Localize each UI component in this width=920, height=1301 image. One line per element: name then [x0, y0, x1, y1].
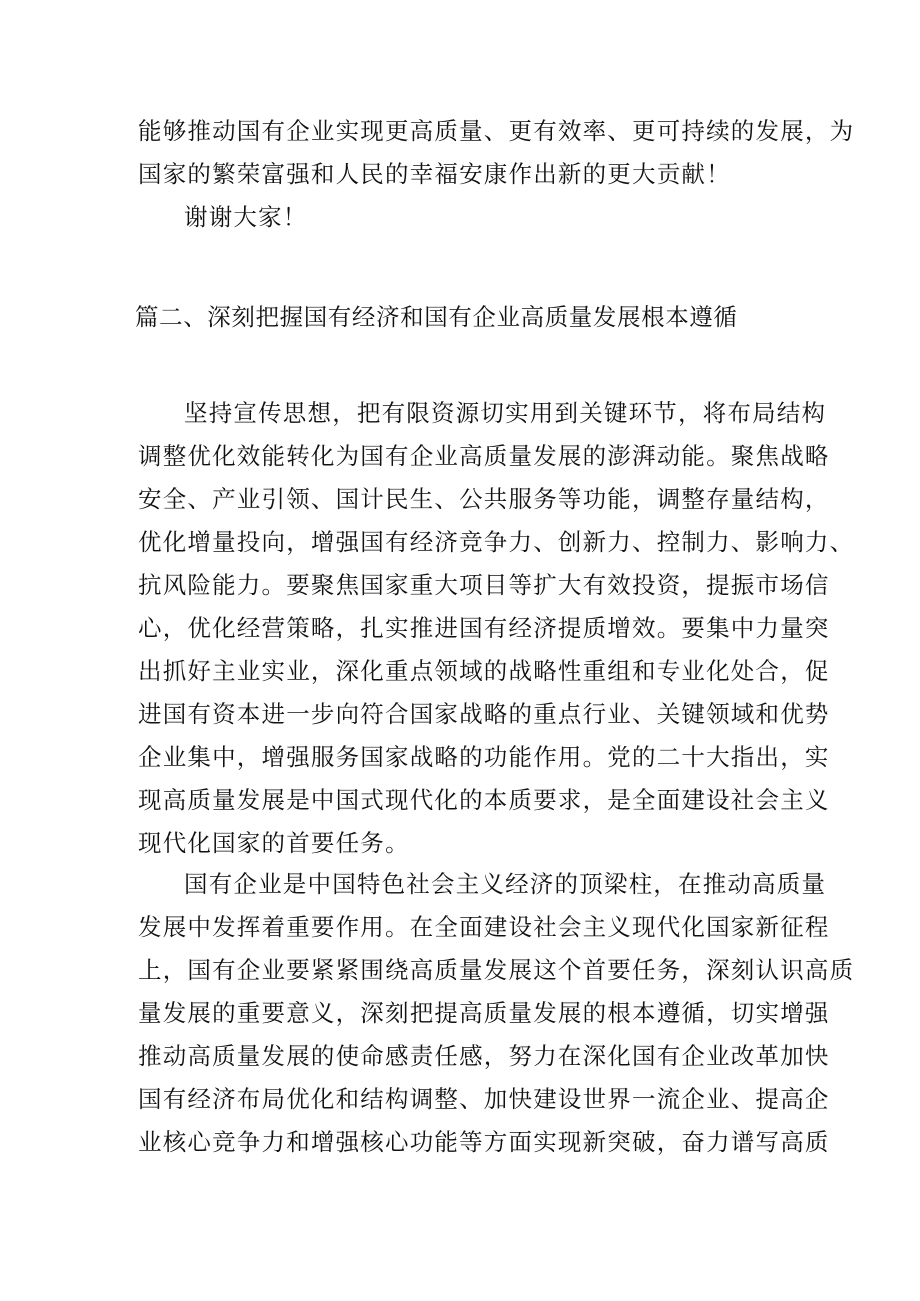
text-line: 进国有资本进一步向符合国家战略的重点行业、关键领域和优势 — [138, 700, 830, 728]
thanks-text: 谢谢大家！ — [184, 203, 308, 231]
text-line: 上，国有企业要紧紧围绕高质量发展这个首要任务，深刻认识高质 — [138, 956, 855, 984]
text-line: 国家的繁荣富强和人民的幸福安康作出新的更大贡献！ — [138, 160, 731, 188]
text-line: 企业集中，增强服务国家战略的功能作用。党的二十大指出，实 — [138, 743, 830, 771]
text-line: 优化增量投向，增强国有经济竞争力、创新力、控制力、影响力、 — [138, 528, 855, 556]
text-line: 出抓好主业实业，深化重点领域的战略性重组和专业化处合，促 — [138, 657, 830, 685]
text-line: 安全、产业引领、国计民生、公共服务等功能，调整存量结构， — [138, 485, 830, 513]
body-paragraph-2 — [138, 863, 855, 1164]
text-line: 抗风险能力。要聚焦国家重大项目等扩大有效投资，提振市场信 — [138, 571, 830, 599]
text-line: 坚持宣传思想，把有限资源切实用到关键环节，将布局结构 — [184, 399, 827, 427]
intro-paragraph — [138, 110, 855, 196]
text-line: 量发展的重要意义，深刻把提高质量发展的根本遵循，切实增强 — [138, 999, 830, 1027]
body-paragraph-1 — [138, 392, 855, 865]
section-heading: 篇二、深刻把握国有经济和国有企业高质量发展根本遵循 — [135, 303, 738, 331]
text-line: 能够推动国有企业实现更高质量、更有效率、更可持续的发展，为 — [138, 117, 855, 145]
text-line: 调整优化效能转化为国有企业高质量发展的澎湃动能。聚焦战略 — [138, 442, 830, 470]
text-line: 推动高质量发展的使命感责任感，努力在深化国有企业改革加快 — [138, 1042, 830, 1070]
text-line: 现高质量发展是中国式现代化的本质要求，是全面建设社会主义 — [138, 786, 830, 814]
text-line: 现代化国家的首要任务。 — [138, 829, 410, 857]
text-line: 国有企业是中国特色社会主义经济的顶梁柱，在推动高质量 — [184, 870, 827, 898]
text-line: 心，优化经营策略，扎实推进国有经济提质增效。要集中力量突 — [138, 614, 830, 642]
thanks-paragraph — [138, 196, 798, 239]
text-line: 业核心竞争力和增强核心功能等方面实现新突破，奋力谱写高质 — [138, 1128, 830, 1156]
text-line: 国有经济布局优化和结构调整、加快建设世界一流企业、提高企 — [138, 1085, 830, 1113]
text-line: 发展中发挥着重要作用。在全面建设社会主义现代化国家新征程 — [138, 913, 830, 941]
